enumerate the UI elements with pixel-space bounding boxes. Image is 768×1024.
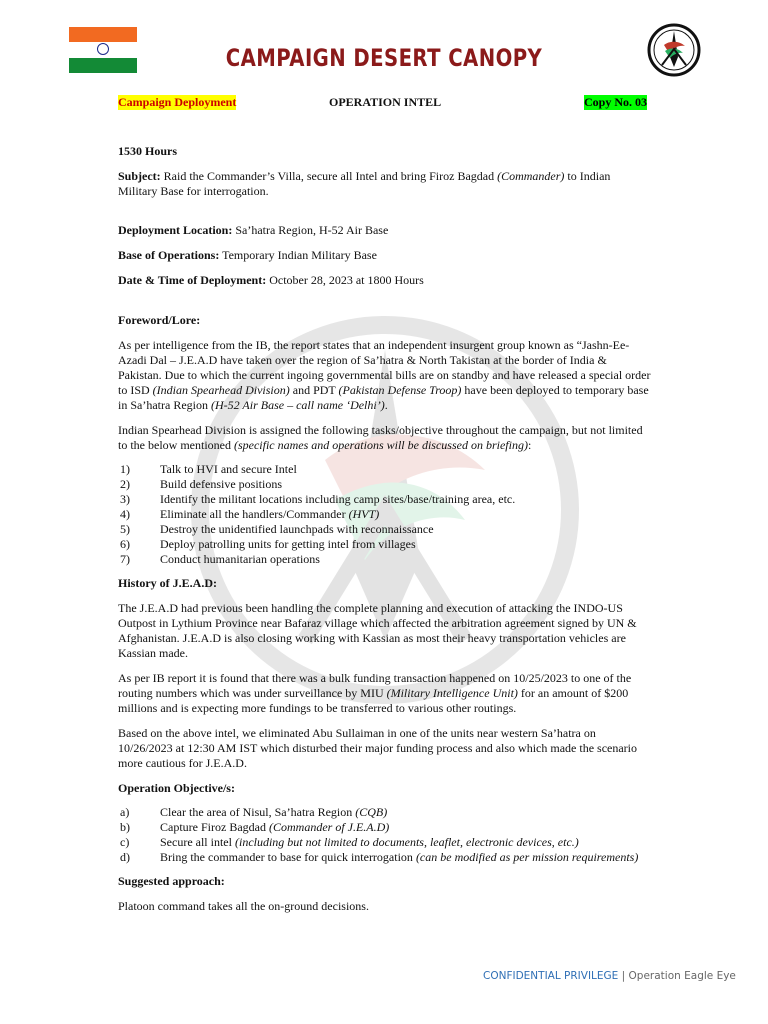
list-number: 7) bbox=[120, 552, 130, 566]
task-item bbox=[118, 522, 652, 537]
list-text bbox=[160, 462, 297, 477]
list-text-italic: (can be modified as per mission requirements) bbox=[415, 850, 639, 864]
list-text-plain: Destroy the unidentified launchpads with reconnaissance bbox=[160, 522, 434, 536]
footer-confidential: CONFIDENTIAL PRIVILEGE bbox=[483, 970, 619, 982]
list-text bbox=[160, 835, 579, 850]
foreword-text-3: have been deployed to temporary base in Sa’hatra Region bbox=[118, 383, 649, 412]
list-text bbox=[160, 850, 638, 865]
list-text bbox=[160, 805, 387, 820]
foreword-text-2: and PDT bbox=[289, 383, 339, 397]
deployment-datetime bbox=[118, 273, 652, 288]
document-title: CAMPAIGN DESERT CANOPY bbox=[225, 44, 543, 72]
list-number: b) bbox=[120, 820, 130, 834]
list-number: 1) bbox=[120, 462, 130, 476]
objective-list bbox=[118, 805, 652, 865]
task-list bbox=[118, 462, 652, 567]
list-text bbox=[160, 552, 320, 567]
task-item bbox=[118, 477, 652, 492]
ib-report-paragraph bbox=[118, 671, 652, 716]
objective-item bbox=[118, 850, 652, 865]
list-text bbox=[160, 477, 282, 492]
deployment-location bbox=[118, 223, 652, 238]
datetime-label: Date & Time of Deployment: bbox=[118, 273, 267, 287]
list-text-italic: (CQB) bbox=[355, 805, 388, 819]
approach-heading: Suggested approach: bbox=[118, 874, 225, 888]
list-text-italic: (Commander of J.E.A.D) bbox=[268, 820, 390, 834]
history-paragraph: The J.E.A.D had previous been handling the complete planning and execution of attacking the INDO-US Outpost in Lythium Province near Bafaraz village which affected the arbitration agreement signed by UN & Afghanistan. J.E.A.D is also closing working with Kassian as most their heavy transportation vehicles are Kassian made. bbox=[118, 601, 637, 660]
foreword-text-1: As per intelligence from the IB, the report states that an independent insurgent group known as “Jashn-Ee-Azadi Dal – J.E.A.D have taken over the region of Sa’hatra & North Takistan at the border of India & Pakistan. Due to which the current ingoing governmental bills are on standby and have released a special order to ISD bbox=[118, 338, 651, 397]
list-text bbox=[160, 820, 389, 835]
subject-text-end: to Indian Military Base for interrogation. bbox=[118, 169, 611, 198]
list-text bbox=[160, 507, 379, 522]
intel-paragraph: Based on the above intel, we eliminated Abu Sullaiman in one of the units near western Sa’hatra on 10/26/2023 at 12:30 AM IST which disturbed their major funding process and also which made the scenario more cautious for J.E.A.D. bbox=[118, 726, 638, 770]
history-heading: History of J.E.A.D: bbox=[118, 576, 217, 590]
datetime-value: October 28, 2023 at 1800 Hours bbox=[266, 273, 424, 287]
list-text-plain: Secure all intel bbox=[160, 835, 235, 849]
objective-item bbox=[118, 835, 652, 850]
list-text-plain: Conduct humanitarian operations bbox=[160, 552, 320, 566]
subject-italic: (Commander) bbox=[497, 169, 565, 183]
footer-separator: | bbox=[618, 970, 629, 982]
subject-paragraph bbox=[118, 169, 652, 199]
division-text: Indian Spearhead Division is assigned the following tasks/objective throughout the campaign, but not limited to the below mentioned bbox=[118, 423, 643, 452]
list-number: c) bbox=[120, 835, 130, 849]
list-text-italic: (HVT) bbox=[348, 507, 380, 521]
list-number: 4) bbox=[120, 507, 130, 521]
foreword-italic-3: (H-52 Air Base – call name ‘Delhi’) bbox=[210, 398, 385, 412]
subject-text: Raid the Commander’s Villa, secure all Intel and bring Firoz Bagdad bbox=[160, 169, 498, 183]
ib-text-2: for an amount of $200 millions and is expecting more fundings to be transferred to various other routings. bbox=[118, 686, 629, 715]
base-label: Base of Operations: bbox=[118, 248, 220, 262]
list-text-plain: Capture Firoz Bagdad bbox=[160, 820, 269, 834]
task-item bbox=[118, 492, 652, 507]
foreword-italic-1: (Indian Spearhead Division) bbox=[152, 383, 290, 397]
list-text-plain: Deploy patrolling units for getting intel from villages bbox=[160, 537, 416, 551]
list-text-plain: Build defensive positions bbox=[160, 477, 282, 491]
header-row bbox=[118, 95, 648, 111]
list-text bbox=[160, 522, 434, 537]
footer bbox=[483, 970, 736, 982]
task-item bbox=[118, 462, 652, 477]
list-text bbox=[160, 492, 515, 507]
base-of-operations bbox=[118, 248, 652, 263]
copy-number-label: Copy No. 03 bbox=[584, 95, 648, 109]
division-end: : bbox=[527, 438, 532, 452]
foreword-italic-2: (Pakistan Defense Troop) bbox=[338, 383, 462, 397]
list-number: 3) bbox=[120, 492, 130, 506]
list-text-italic: (including but not limited to documents, leaflet, electronic devices, etc.) bbox=[234, 835, 579, 849]
task-item bbox=[118, 507, 652, 522]
division-paragraph bbox=[118, 423, 652, 453]
list-text-plain: Bring the commander to base for quick interrogation bbox=[160, 850, 416, 864]
objective-item bbox=[118, 820, 652, 835]
location-label: Deployment Location: bbox=[118, 223, 233, 237]
list-text-plain: Talk to HVI and secure Intel bbox=[160, 462, 297, 476]
time-heading: 1530 Hours bbox=[118, 144, 178, 158]
task-item bbox=[118, 537, 652, 552]
document-body bbox=[118, 144, 652, 914]
foreword-heading: Foreword/Lore: bbox=[118, 313, 201, 327]
task-item bbox=[118, 552, 652, 567]
list-number: a) bbox=[120, 805, 130, 819]
foreword-text-4: . bbox=[384, 398, 388, 412]
base-value: Temporary Indian Military Base bbox=[219, 248, 377, 262]
location-value: Sa’hatra Region, H-52 Air Base bbox=[232, 223, 389, 237]
approach-paragraph: Platoon command takes all the on-ground decisions. bbox=[118, 899, 369, 913]
list-text-plain: Clear the area of Nisul, Sa’hatra Region bbox=[160, 805, 356, 819]
list-text-plain: Identify the militant locations including camp sites/base/training area, etc. bbox=[160, 492, 516, 506]
list-text-plain: Eliminate all the handlers/Commander bbox=[160, 507, 349, 521]
objective-item bbox=[118, 805, 652, 820]
list-text bbox=[160, 537, 416, 552]
flag-saffron-band bbox=[69, 27, 137, 42]
footer-operation: Operation Eagle Eye bbox=[628, 970, 736, 982]
foreword-paragraph bbox=[118, 338, 652, 413]
campaign-deployment-label: Campaign Deployment bbox=[118, 95, 237, 109]
operation-label: OPERATION INTEL bbox=[329, 95, 442, 109]
subject-label: Subject: bbox=[118, 169, 161, 183]
division-italic: (specific names and operations will be discussed on briefing) bbox=[233, 438, 528, 452]
list-number: 5) bbox=[120, 522, 130, 536]
list-number: d) bbox=[120, 850, 130, 864]
list-number: 2) bbox=[120, 477, 130, 491]
ib-italic: (Military Intelligence Unit) bbox=[386, 686, 518, 700]
list-number: 6) bbox=[120, 537, 130, 551]
objective-heading: Operation Objective/s: bbox=[118, 781, 235, 795]
unit-emblem-icon bbox=[647, 23, 701, 77]
ib-text-1: As per IB report it is found that there was a bulk funding transaction happened on 10/25/2023 to one of the routing numbers which was under surveillance by MIU bbox=[118, 671, 632, 700]
